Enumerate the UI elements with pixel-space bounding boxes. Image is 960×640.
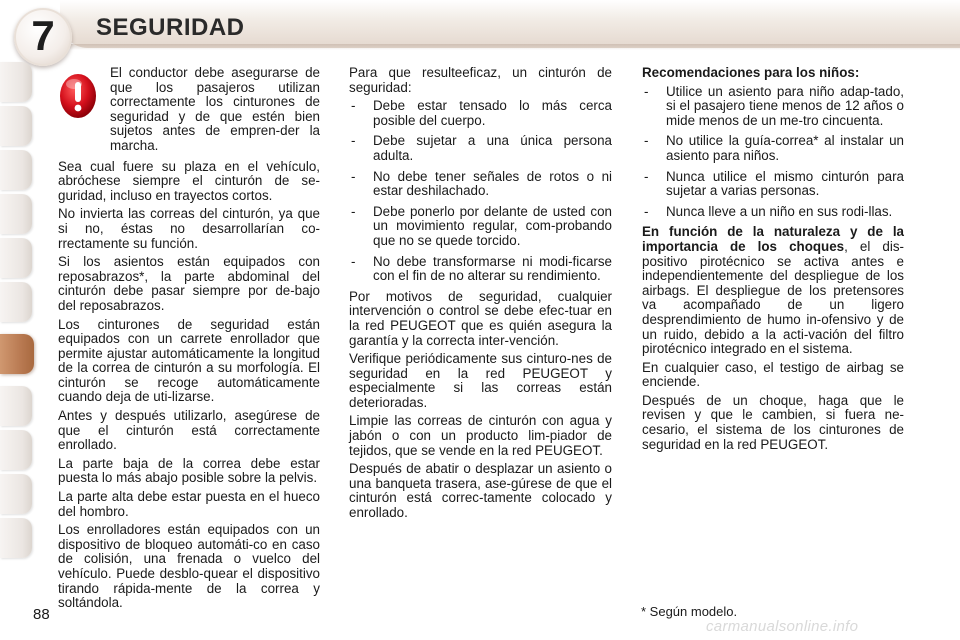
warning-block — [58, 66, 320, 158]
list-item: - No utilice la guía-correa* al instalar un asiento para niños. — [644, 133, 904, 163]
list-item: - Nunca utilice el mismo cinturón para sujetar a varias personas. — [644, 168, 904, 199]
list-item: - Debe ponerlo por delante de usted con un movimiento regular, com-probando que no se quede torcido. — [351, 203, 612, 248]
paragraph: Después de un choque, haga que le revisen y que le cambien, si fuera ne-cesario, el sistema de los cinturones de seguridad en la red PEUGEOT. — [642, 392, 904, 452]
chapter-tab-strip — [0, 62, 34, 582]
paragraph: En cualquier caso, el testigo de airbag se enciende. — [642, 359, 904, 390]
page-number: 88 — [33, 606, 50, 623]
paragraph: Los enrolladores están equipados con un dispositivo de bloqueo automáti-co en caso de colisión, una frenada o vuelco del vehículo. Puede desblo-quear el dispositivo tirando rápida-mente de la correa y soltándola. — [58, 522, 320, 611]
airbag-paragraph — [642, 225, 904, 356]
chapter-tab-5[interactable] — [0, 238, 32, 278]
chapter-tab-9[interactable] — [0, 430, 32, 470]
exclamation-warning-icon — [58, 72, 98, 120]
paragraph: Si los asientos están equipados con reposabrazos*, la parte abdominal del cinturón debe pasar siempre por de-bajo del reposabrazos. — [58, 254, 320, 313]
paragraph: Los cinturones de seguridad están equipados con un carrete enrollador que permite ajustar automáticamente la longitud de la correa de cinturón a su morfología. El cinturón se recoge automáticamente cuando deja de uti-lizarse. — [58, 316, 320, 405]
list-item: - No debe tener señales de rotos o ni estar deshilachado. — [351, 168, 612, 199]
chapter-tab-10[interactable] — [0, 474, 32, 514]
list-item: - No debe transformarse ni modi-ficarse con el fin de no alterar su rendimiento. — [351, 253, 612, 284]
chapter-tab-4[interactable] — [0, 194, 32, 234]
chapter-tab-3[interactable] — [0, 150, 32, 190]
column-left — [58, 66, 320, 615]
paragraph: Después de abatir o desplazar un asiento o una banqueta trasera, ase-gúrese de que el cinturón está correc-tamente colocado y enrollado. — [349, 461, 612, 521]
belt-requirements-list — [349, 99, 612, 284]
chapter-tab-1[interactable] — [0, 62, 32, 102]
list-item: - Debe sujetar a una única persona adulta. — [351, 133, 612, 163]
paragraph: Por motivos de seguridad, cualquier intervención o control se debe efec-tuar en la red PEUGEOT que es quién asegura la garantía y la correcta inter-vención. — [349, 288, 612, 348]
section-title: SEGURIDAD — [96, 14, 245, 41]
paragraph: La parte baja de la correa debe estar puesta lo más abajo posible sobre la pelvis. — [58, 455, 320, 486]
warning-text: El conductor debe asegurarse de que los pasajeros utilizan correctamente los cinturones de seguridad y de que estén bien sujetos antes de empren-der la marcha. — [110, 65, 320, 153]
list-item: - Nunca lleve a un niño en sus rodi-llas. — [644, 203, 893, 219]
paragraph: Verifique periódicamente sus cinturo-nes de seguridad en la red PEUGEOT y especialmente si las correas están deterioradas. — [349, 351, 612, 410]
intro-text: Para que resulteeficaz, un cinturón de seguridad: — [349, 65, 612, 95]
paragraph: No invierta las correas del cinturón, ya que si no, éstas no desarrollarían co-rrectamente su función. — [58, 206, 320, 251]
chapter-tab-8[interactable] — [0, 386, 32, 426]
chapter-tab-7-active[interactable] — [0, 334, 34, 374]
chapter-tab-6[interactable] — [0, 282, 32, 322]
paragraph: Antes y después utilizarlo, asegúrese de que el cinturón está correctamente enrollado. — [58, 408, 320, 453]
list-item: - Debe estar tensado lo más cerca posible del cuerpo. — [351, 98, 612, 128]
watermark: carmanualsonline.info — [706, 618, 859, 635]
airbag-rest: , el dis-positivo pirotécnico se activa antes e independientemente del despliegue de los airbags. El despliegue de los pretensores va acompañado de un ligero desprendimiento de humo in-ofensivo y de un ruido, debido a la acti-vación del filtro pirotécnico integrado en el sistema. — [642, 238, 904, 357]
paragraph: La parte alta debe estar puesta en el hueco del hombro. — [58, 489, 320, 519]
list-item: - Utilice un asiento para niño adap-tado, si el pasajero tiene menos de 12 años o mide menos de un me-tro cincuenta. — [644, 83, 904, 128]
warning-icon-wrap — [58, 66, 110, 124]
column-middle — [349, 66, 612, 525]
column-right — [642, 66, 904, 456]
chapter-tab-2[interactable] — [0, 106, 32, 146]
footnote: * Según modelo. — [641, 604, 738, 619]
chapter-tab-11[interactable] — [0, 518, 32, 558]
paragraph: Limpie las correas de cinturón con agua y jabón o con un producto lim-piador de tejidos, que se vende en la red PEUGEOT. — [349, 413, 612, 458]
airbag-lead: En función de la naturaleza y de la importancia de los choques — [642, 224, 904, 254]
chapter-badge — [14, 8, 72, 66]
chapter-number: 7 — [31, 12, 55, 59]
header-shadow — [70, 44, 960, 50]
children-recommendations-heading: Recomendaciones para los niños: — [642, 65, 860, 80]
children-recommendations-list — [642, 85, 904, 220]
paragraph: Sea cual fuere su plaza en el vehículo, abróchese siempre el cinturón de se-guridad, incluso en trayectos cortos. — [58, 158, 320, 203]
